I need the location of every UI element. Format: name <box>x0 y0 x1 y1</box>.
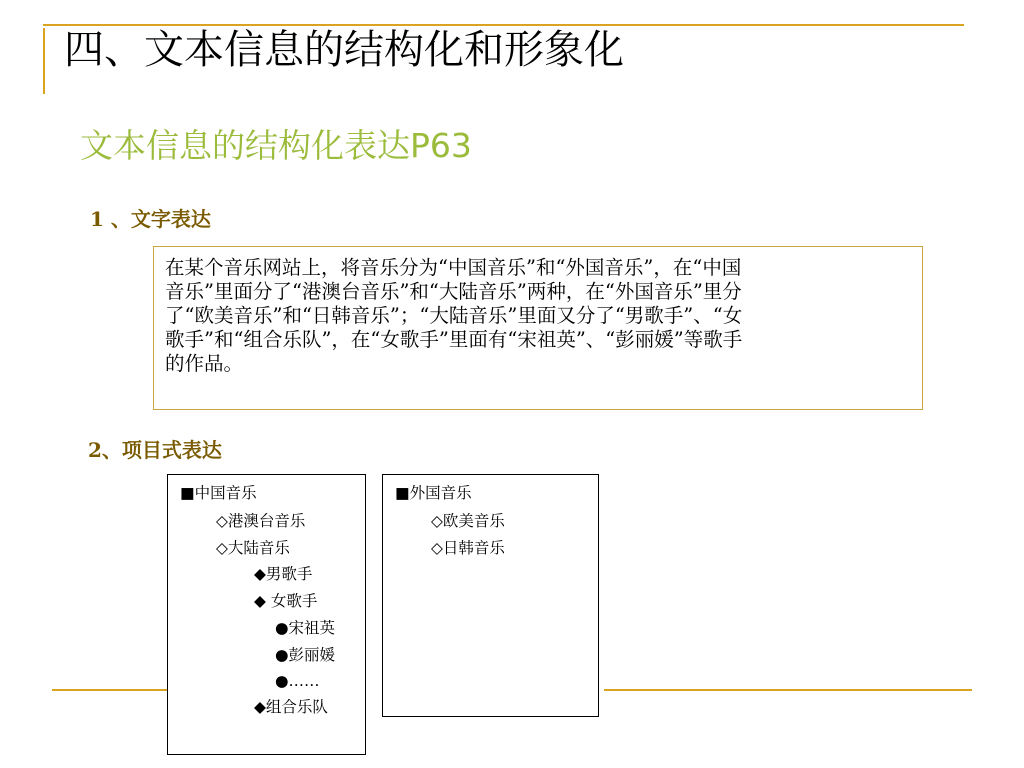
tree-item-level-2: ◇大陆音乐 <box>216 539 290 557</box>
tree-item-level-2: ◇欧美音乐 <box>431 512 505 530</box>
tree-box-chinese-music <box>167 474 366 755</box>
tree-box-foreign-music <box>382 474 599 717</box>
tree-item-level-4: ●彭丽媛 <box>275 646 336 664</box>
header-vertical-rule <box>43 28 45 94</box>
tree-item-level-2: ◇港澳台音乐 <box>216 512 306 530</box>
tree-item-level-4: ●…… <box>275 672 320 690</box>
tree-item-level-3: ◆男歌手 <box>254 565 313 583</box>
tree-item-level-3: ◆ 女歌手 <box>254 592 318 610</box>
footer-rule-right <box>604 689 972 691</box>
paragraph-line: 了“欧美音乐”和“日韩音乐”；“大陆音乐”里面又分了“男歌手”、“女 <box>165 304 743 327</box>
tree-item-level-1: ■中国音乐 <box>180 484 257 502</box>
section-text-expression: 1 、文字表达 <box>90 207 211 231</box>
paragraph-line: 的作品。 <box>165 352 244 375</box>
slide-title: 四、文本信息的结构化和形象化 <box>64 27 624 73</box>
section-item-expression: 2、项目式表达 <box>88 438 222 462</box>
tree-item-level-1: ■外国音乐 <box>395 484 472 502</box>
footer-rule-left <box>52 689 168 691</box>
paragraph-line: 音乐”里面分了“港澳台音乐”和“大陆音乐”两种，在“外国音乐”里分 <box>165 280 742 303</box>
paragraph-line: 在某个音乐网站上，将音乐分为“中国音乐”和“外国音乐”，在“中国 <box>165 256 742 279</box>
slide-subtitle: 文本信息的结构化表达P63 <box>80 126 472 165</box>
paragraph-text <box>165 256 742 376</box>
tree-item-level-3: ◆组合乐队 <box>254 698 328 716</box>
paragraph-line: 歌手”和“组合乐队”，在“女歌手”里面有“宋祖英”、“彭丽媛”等歌手 <box>165 328 743 351</box>
tree-item-level-2: ◇日韩音乐 <box>431 539 505 557</box>
tree-item-level-4: ●宋祖英 <box>275 619 336 637</box>
